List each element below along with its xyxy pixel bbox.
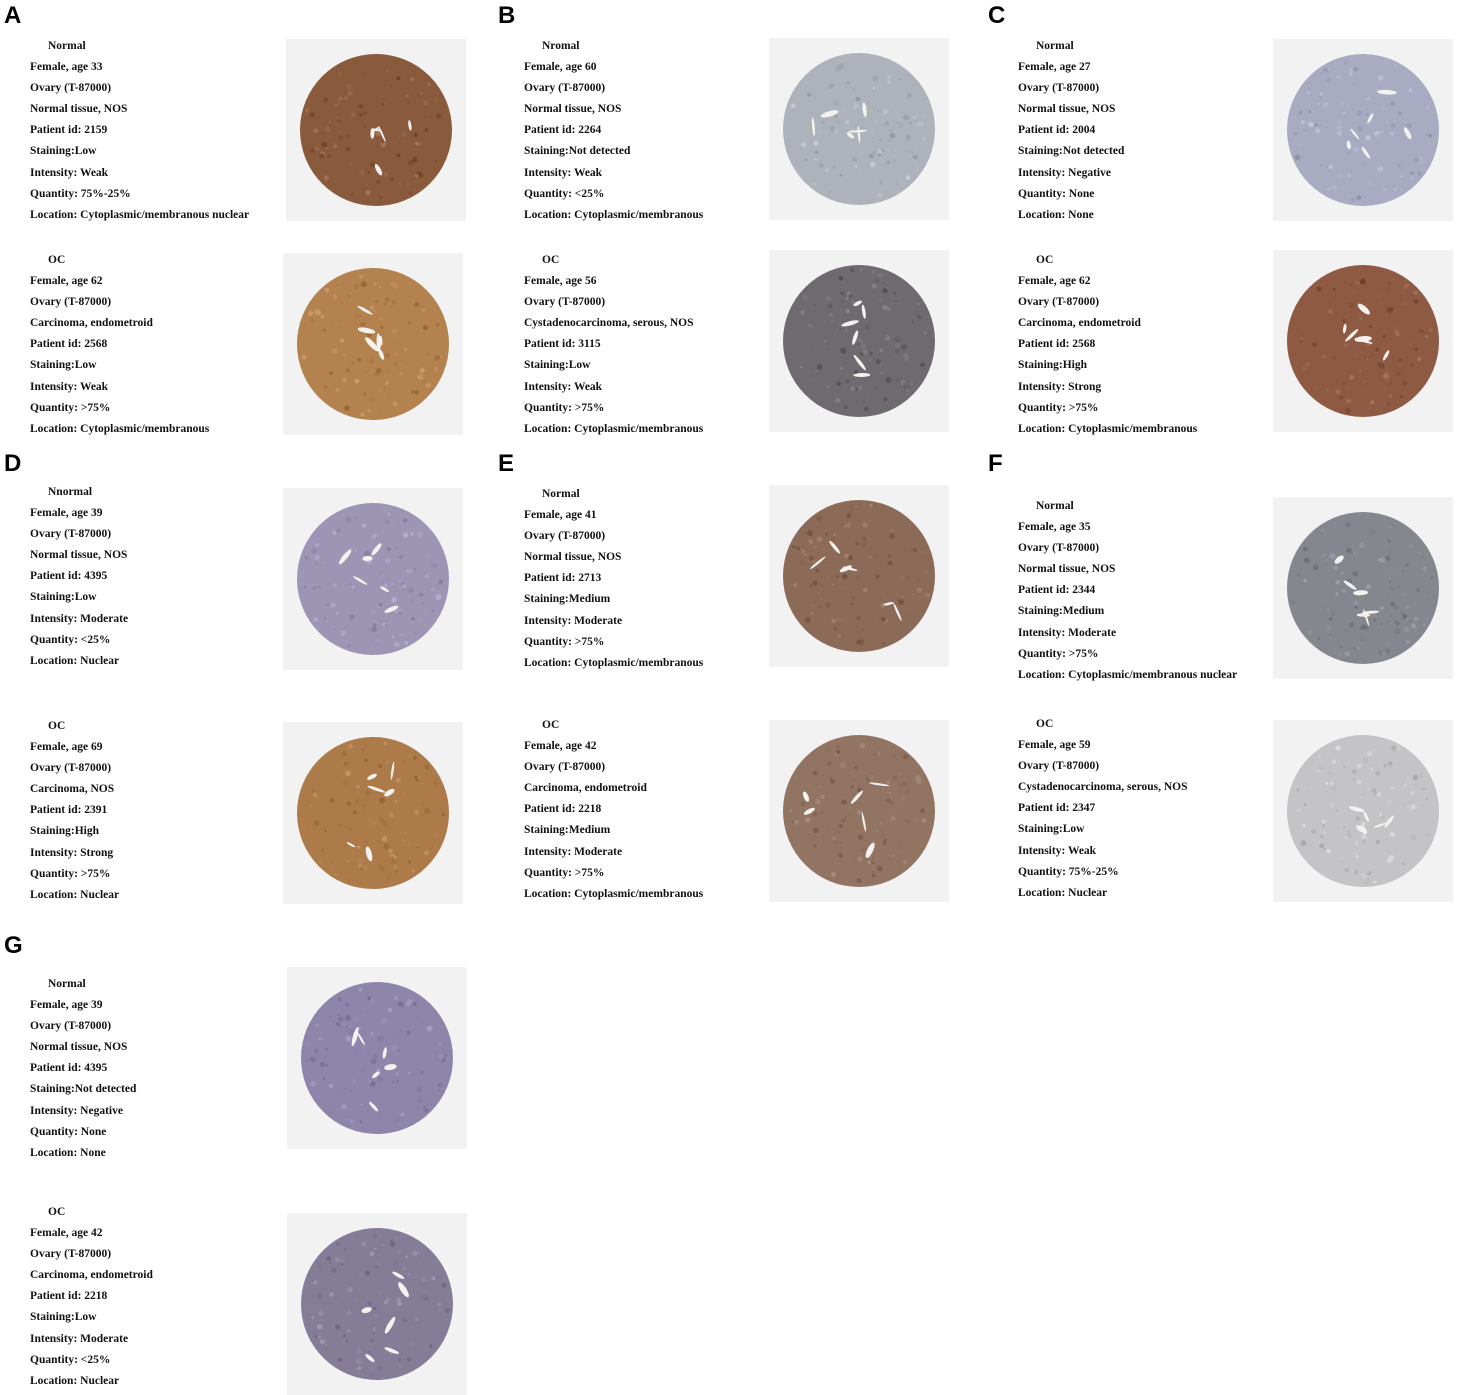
- oc-tissue-image: [283, 253, 463, 435]
- sample-detail-line: Intensity: Weak: [524, 380, 603, 393]
- sample-detail-line: Normal tissue, NOS: [30, 1041, 128, 1054]
- sample-detail-line: Intensity: Weak: [524, 166, 603, 179]
- sample-detail-line: Staining:High: [1018, 359, 1088, 372]
- sample-detail-line: Ovary (T-87000): [30, 82, 112, 95]
- sample-detail-line: Normal tissue, NOS: [524, 551, 622, 564]
- sample-detail-line: Patient id: 4395: [30, 570, 108, 583]
- sample-heading: Normal: [1036, 500, 1074, 512]
- sample-detail-line: Ovary (T-87000): [30, 528, 112, 541]
- sample-detail-line: Quantity: >75%: [524, 866, 605, 879]
- normal-sample-info: [524, 36, 703, 226]
- sample-detail-line: Carcinoma, NOS: [30, 783, 115, 796]
- sample-heading: OC: [48, 720, 66, 732]
- sample-detail-line: Intensity: Moderate: [524, 614, 623, 627]
- sample-detail-line: Intensity: Weak: [1018, 844, 1097, 857]
- sample-detail-line: Patient id: 2713: [524, 572, 602, 585]
- normal-tissue-image: [769, 38, 949, 220]
- sample-detail-line: Patient id: 2264: [524, 124, 602, 137]
- sample-detail-line: Intensity: Negative: [1018, 166, 1111, 179]
- sample-detail-line: Female, age 39: [30, 999, 103, 1012]
- sample-detail-line: Female, age 69: [30, 741, 103, 754]
- sample-detail-line: Location: Cytoplasmic/membranous nuclear: [1018, 668, 1238, 681]
- sample-heading: OC: [1036, 254, 1054, 266]
- sample-detail-line: Staining:Not detected: [524, 145, 631, 158]
- panel-label: A: [4, 2, 22, 29]
- sample-detail-line: Carcinoma, endometroid: [524, 782, 647, 795]
- sample-detail-line: Female, age 56: [524, 275, 597, 288]
- sample-detail-line: Quantity: <25%: [30, 1353, 111, 1366]
- sample-detail-line: Intensity: Moderate: [30, 612, 129, 625]
- sample-detail-line: Female, age 42: [524, 740, 597, 753]
- sample-detail-line: Intensity: Moderate: [1018, 626, 1117, 639]
- sample-heading: Nnormal: [48, 486, 93, 498]
- sample-detail-line: Female, age 59: [1018, 739, 1091, 752]
- sample-detail-line: Patient id: 2391: [30, 804, 108, 817]
- sample-detail-line: Normal tissue, NOS: [1018, 103, 1116, 116]
- panel-label: C: [988, 2, 1006, 29]
- normal-sample-info: [30, 482, 128, 672]
- sample-detail-line: Quantity: >75%: [524, 635, 605, 648]
- panel-label: E: [498, 450, 515, 477]
- sample-detail-line: Normal tissue, NOS: [1018, 563, 1116, 576]
- sample-detail-line: Staining:Not detected: [30, 1083, 137, 1096]
- sample-detail-line: Intensity: Strong: [30, 846, 114, 859]
- sample-detail-line: Female, age 39: [30, 507, 103, 520]
- sample-detail-line: Location: None: [1018, 208, 1094, 221]
- sample-detail-line: Intensity: Moderate: [30, 1332, 129, 1345]
- sample-detail-line: Patient id: 2159: [30, 124, 108, 137]
- sample-detail-line: Quantity: >75%: [30, 401, 111, 414]
- sample-detail-line: Patient id: 2347: [1018, 802, 1096, 815]
- sample-detail-line: Staining:Medium: [1018, 605, 1105, 618]
- sample-detail-line: Location: Nuclear: [30, 1374, 120, 1387]
- normal-tissue-image: [769, 485, 949, 667]
- oc-tissue-image: [769, 720, 949, 902]
- sample-detail-line: Patient id: 4395: [30, 1062, 108, 1075]
- panel-label: B: [498, 2, 516, 29]
- sample-detail-line: Patient id: 2218: [524, 803, 602, 816]
- sample-detail-line: Intensity: Strong: [1018, 380, 1102, 393]
- sample-detail-line: Female, age 42: [30, 1227, 103, 1240]
- oc-tissue-image: [1273, 720, 1453, 902]
- sample-detail-line: Normal tissue, NOS: [30, 103, 128, 116]
- sample-heading: Normal: [48, 40, 86, 52]
- sample-detail-line: Staining:Low: [30, 145, 97, 158]
- sample-detail-line: Ovary (T-87000): [1018, 542, 1100, 555]
- sample-heading: OC: [48, 254, 66, 266]
- oc-tissue-image: [283, 722, 463, 904]
- oc-sample-info: [524, 715, 703, 905]
- sample-detail-line: Cystadenocarcinoma, serous, NOS: [524, 317, 694, 330]
- sample-detail-line: Ovary (T-87000): [524, 761, 606, 774]
- sample-detail-line: Quantity: None: [1018, 187, 1095, 200]
- sample-detail-line: Intensity: Weak: [30, 380, 109, 393]
- sample-detail-line: Ovary (T-87000): [30, 1248, 112, 1261]
- sample-heading: OC: [542, 254, 560, 266]
- sample-heading: Normal: [48, 978, 86, 990]
- sample-detail-line: Patient id: 2344: [1018, 584, 1096, 597]
- sample-detail-line: Ovary (T-87000): [30, 296, 112, 309]
- sample-detail-line: Patient id: 2568: [1018, 338, 1096, 351]
- normal-sample-info: [1018, 496, 1237, 686]
- oc-sample-info: [30, 716, 119, 906]
- sample-detail-line: Female, age 62: [1018, 275, 1091, 288]
- sample-detail-line: Quantity: 75%-25%: [30, 187, 131, 200]
- sample-detail-line: Ovary (T-87000): [30, 1020, 112, 1033]
- normal-tissue-image: [286, 39, 466, 221]
- sample-detail-line: Patient id: 2218: [30, 1290, 108, 1303]
- sample-heading: OC: [542, 719, 560, 731]
- sample-detail-line: Normal tissue, NOS: [524, 103, 622, 116]
- sample-detail-line: Normal tissue, NOS: [30, 549, 128, 562]
- sample-detail-line: Ovary (T-87000): [1018, 296, 1100, 309]
- normal-tissue-image: [283, 488, 463, 670]
- sample-detail-line: Location: Nuclear: [30, 888, 120, 901]
- sample-detail-line: Ovary (T-87000): [524, 296, 606, 309]
- oc-tissue-image: [769, 250, 949, 432]
- sample-detail-line: Quantity: 75%-25%: [1018, 865, 1119, 878]
- oc-sample-info: [1018, 714, 1188, 904]
- sample-detail-line: Location: Cytoplasmic/membranous: [1018, 422, 1198, 435]
- sample-detail-line: Location: Cytoplasmic/membranous: [524, 422, 704, 435]
- sample-detail-line: Female, age 27: [1018, 61, 1091, 74]
- sample-detail-line: Intensity: Negative: [30, 1104, 123, 1117]
- sample-detail-line: Quantity: >75%: [524, 401, 605, 414]
- sample-detail-line: Patient id: 3115: [524, 338, 601, 351]
- sample-detail-line: Location: Nuclear: [30, 654, 120, 667]
- sample-detail-line: Quantity: <25%: [30, 633, 111, 646]
- sample-detail-line: Patient id: 2004: [1018, 124, 1096, 137]
- sample-detail-line: Staining:Low: [30, 1311, 97, 1324]
- normal-tissue-image: [1273, 497, 1453, 679]
- sample-detail-line: Location: None: [30, 1146, 106, 1159]
- sample-detail-line: Quantity: >75%: [1018, 647, 1099, 660]
- sample-detail-line: Staining:Low: [1018, 823, 1085, 836]
- sample-detail-line: Carcinoma, endometroid: [30, 1269, 153, 1282]
- sample-detail-line: Staining:Low: [30, 591, 97, 604]
- sample-detail-line: Ovary (T-87000): [1018, 760, 1100, 773]
- normal-sample-info: [30, 36, 249, 226]
- sample-detail-line: Intensity: Moderate: [524, 845, 623, 858]
- sample-detail-line: Location: Cytoplasmic/membranous: [524, 208, 704, 221]
- sample-detail-line: Intensity: Weak: [30, 166, 109, 179]
- sample-detail-line: Ovary (T-87000): [524, 82, 606, 95]
- panel-label: D: [4, 450, 22, 477]
- sample-detail-line: Staining:Medium: [524, 824, 611, 837]
- sample-heading: Normal: [1036, 40, 1074, 52]
- oc-sample-info: [1018, 250, 1197, 440]
- sample-detail-line: Female, age 33: [30, 61, 103, 74]
- sample-detail-line: Ovary (T-87000): [30, 762, 112, 775]
- sample-detail-line: Female, age 41: [524, 509, 597, 522]
- sample-detail-line: Location: Nuclear: [1018, 886, 1108, 899]
- sample-detail-line: Staining:Medium: [524, 593, 611, 606]
- sample-heading: Normal: [542, 488, 580, 500]
- sample-heading: OC: [1036, 718, 1054, 730]
- tissue-core: [1287, 54, 1439, 206]
- sample-detail-line: Quantity: >75%: [30, 867, 111, 880]
- sample-detail-line: Carcinoma, endometroid: [30, 317, 153, 330]
- oc-sample-info: [30, 1202, 153, 1392]
- normal-tissue-image: [287, 967, 467, 1149]
- sample-detail-line: Cystadenocarcinoma, serous, NOS: [1018, 781, 1188, 794]
- sample-detail-line: Location: Cytoplasmic/membranous: [524, 656, 704, 669]
- normal-sample-info: [1018, 36, 1124, 226]
- tissue-core: [297, 503, 449, 655]
- sample-detail-line: Quantity: None: [30, 1125, 107, 1138]
- oc-tissue-image: [287, 1213, 467, 1395]
- oc-sample-info: [524, 250, 703, 440]
- sample-detail-line: Staining:Low: [524, 359, 591, 372]
- normal-tissue-image: [1273, 39, 1453, 221]
- oc-tissue-image: [1273, 250, 1453, 432]
- sample-detail-line: Female, age 62: [30, 275, 103, 288]
- sample-detail-line: Quantity: >75%: [1018, 401, 1099, 414]
- sample-detail-line: Quantity: <25%: [524, 187, 605, 200]
- sample-detail-line: Staining:Not detected: [1018, 145, 1125, 158]
- sample-heading: Nromal: [542, 40, 580, 52]
- sample-detail-line: Location: Cytoplasmic/membranous: [30, 422, 210, 435]
- sample-detail-line: Female, age 35: [1018, 521, 1091, 534]
- panel-label: G: [4, 932, 23, 959]
- sample-detail-line: Staining:Low: [30, 359, 97, 372]
- sample-detail-line: Female, age 60: [524, 61, 597, 74]
- normal-sample-info: [30, 974, 136, 1164]
- sample-detail-line: Location: Cytoplasmic/membranous nuclear: [30, 208, 250, 221]
- sample-heading: OC: [48, 1206, 66, 1218]
- panel-label: F: [988, 450, 1003, 477]
- oc-sample-info: [30, 250, 209, 440]
- sample-detail-line: Patient id: 2568: [30, 338, 108, 351]
- normal-sample-info: [524, 484, 703, 674]
- sample-detail-line: Ovary (T-87000): [1018, 82, 1100, 95]
- sample-detail-line: Staining:High: [30, 825, 100, 838]
- sample-detail-line: Ovary (T-87000): [524, 530, 606, 543]
- sample-detail-line: Location: Cytoplasmic/membranous: [524, 887, 704, 900]
- sample-detail-line: Carcinoma, endometroid: [1018, 317, 1141, 330]
